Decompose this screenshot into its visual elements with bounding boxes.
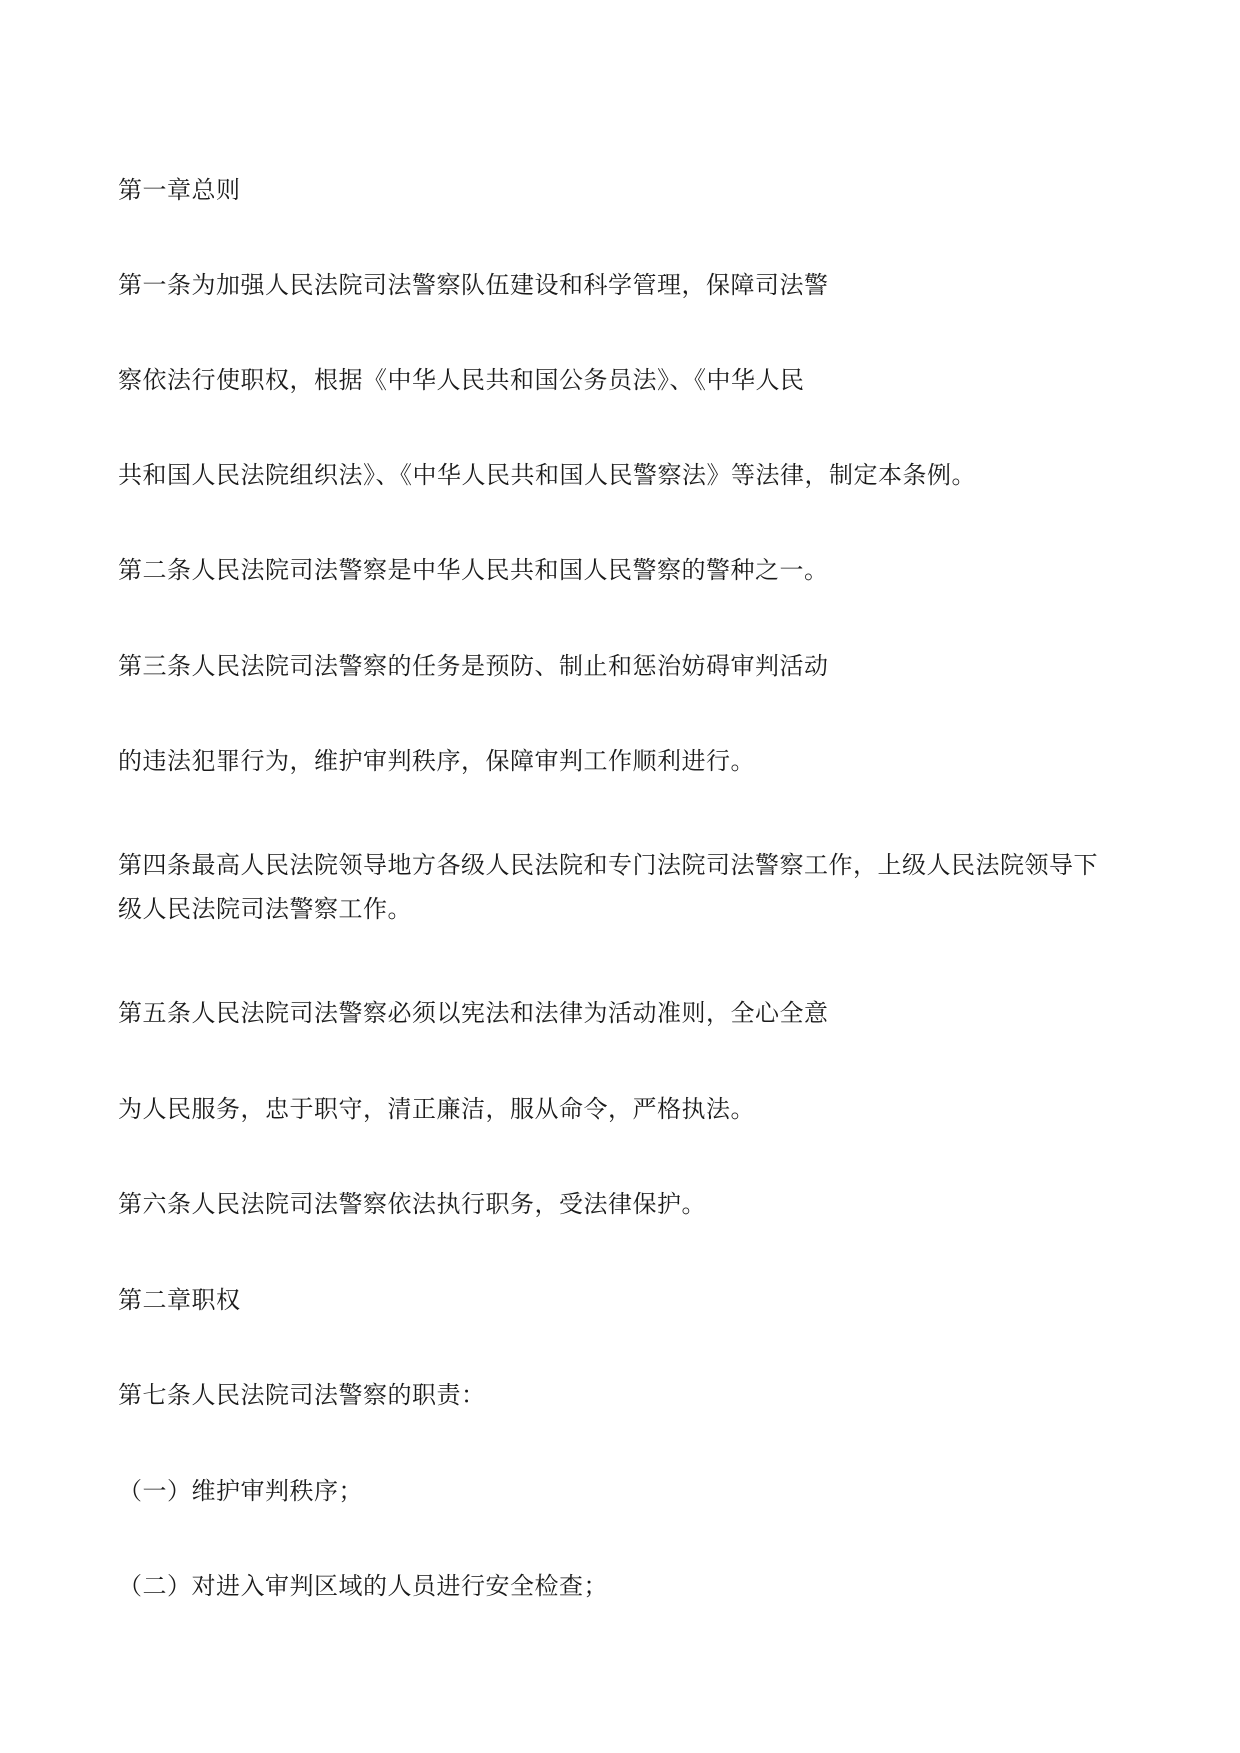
- text-line: 第五条人民法院司法警察必须以宪法和法律为活动准则，全心全意: [118, 999, 829, 1027]
- chapter-heading: 第一章总则: [118, 176, 241, 204]
- text-line: 第六条人民法院司法警察依法执行职务，受法律保护。: [118, 1190, 706, 1218]
- text-line: 第一条为加强人民法院司法警察队伍建设和科学管理，保障司法警: [118, 271, 829, 299]
- text-line: 第四条最高人民法院领导地方各级人民法院和专门法院司法警察工作，上级人民法院领导下: [118, 851, 1098, 879]
- text-line: 为人民服务，忠于职守，清正廉洁，服从命令，严格执法。: [118, 1095, 755, 1123]
- text-line: 级人民法院司法警察工作。: [118, 895, 412, 923]
- text-line: 第七条人民法院司法警察的职责：: [118, 1381, 486, 1409]
- text-line: 察依法行使职权，根据《中华人民共和国公务员法》、《中华人民: [118, 366, 805, 394]
- text-line: 共和国人民法院组织法》、《中华人民共和国人民警察法》等法律，制定本条例。: [118, 461, 976, 489]
- list-item: （一）维护审判秩序；: [118, 1477, 363, 1505]
- text-line: 的违法犯罪行为，维护审判秩序，保障审判工作顺利进行。: [118, 747, 755, 775]
- chapter-heading: 第二章职权: [118, 1286, 241, 1314]
- list-item: （二）对进入审判区域的人员进行安全检查；: [118, 1572, 608, 1600]
- text-line: 第二条人民法院司法警察是中华人民共和国人民警察的警种之一。: [118, 556, 829, 584]
- text-line: 第三条人民法院司法警察的任务是预防、制止和惩治妨碍审判活动: [118, 652, 829, 680]
